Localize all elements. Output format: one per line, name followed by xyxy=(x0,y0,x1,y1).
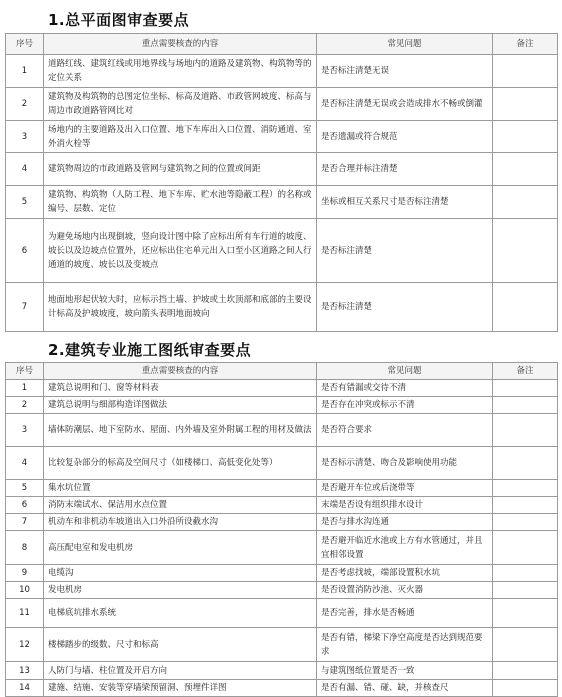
row-no: 4 xyxy=(6,447,44,480)
table-row xyxy=(6,397,558,414)
row-no: 2 xyxy=(6,397,44,414)
col-header-note: 备注 xyxy=(493,34,558,55)
row-content: 建筑总说明与细部构造详图做法 xyxy=(44,397,317,414)
row-issue: 是否设置消防沙池、灭火器 xyxy=(317,582,493,599)
row-content: 机动车和非机动车坡道出入口外沿所设截水沟 xyxy=(44,514,317,531)
section-1-title: 1.总平面图审查要点 xyxy=(48,11,190,29)
row-no: 4 xyxy=(6,153,44,186)
row-note xyxy=(493,186,558,219)
row-content: 楼梯踏步的级数、尺寸和标高 xyxy=(44,628,317,662)
row-content: 电梯底坑排水系统 xyxy=(44,599,317,628)
row-issue: 是否符合要求 xyxy=(317,414,493,447)
row-issue: 是否避开车位或后浇带等 xyxy=(317,480,493,497)
row-no: 3 xyxy=(6,121,44,153)
table-row xyxy=(6,662,558,680)
table-row xyxy=(6,88,558,121)
row-no: 6 xyxy=(6,497,44,514)
row-content: 道路红线、建筑红线或用地界线与场地内的道路及建筑物、构筑物等的定位关系 xyxy=(44,55,317,88)
row-no: 1 xyxy=(6,380,44,397)
row-note xyxy=(493,219,558,283)
col-header-no: 序号 xyxy=(6,363,44,380)
row-no: 7 xyxy=(6,283,44,332)
col-header-note: 备注 xyxy=(493,363,558,380)
row-issue: 是否合理并标注清楚 xyxy=(317,153,493,186)
table-row xyxy=(6,531,558,565)
row-issue: 是否避开临近水池或上方有水管通过，并且宜相邻设置 xyxy=(317,531,493,565)
row-note xyxy=(493,582,558,599)
table-row xyxy=(6,121,558,153)
row-content: 人防门与墙、柱位置及开启方向 xyxy=(44,662,317,680)
row-content: 电缆沟 xyxy=(44,565,317,582)
table-row xyxy=(6,599,558,628)
table-row xyxy=(6,582,558,599)
general-plan-review-table xyxy=(5,33,558,332)
table-row xyxy=(6,153,558,186)
row-issue: 是否有错漏或交待不清 xyxy=(317,380,493,397)
row-issue: 末端是否设有组织排水设计 xyxy=(317,497,493,514)
row-note xyxy=(493,121,558,153)
row-content: 建筑总说明和门、窗等材料表 xyxy=(44,380,317,397)
col-header-content: 重点需要核查的内容 xyxy=(44,34,317,55)
row-content: 建施、结施、安装等穿墙梁预留洞、预埋件详图 xyxy=(44,680,317,697)
col-header-content: 重点需要核查的内容 xyxy=(44,363,317,380)
row-issue: 是否完善，排水是否畅通 xyxy=(317,599,493,628)
row-no: 1 xyxy=(6,55,44,88)
table-row xyxy=(6,480,558,497)
table-row xyxy=(6,219,558,283)
row-content: 建筑物、构筑物（人防工程、地下车库、贮水池等隐蔽工程）的名称或编号、层数、定位 xyxy=(44,186,317,219)
row-issue: 是否有错，梯梁下净空高度是否达到规范要求 xyxy=(317,628,493,662)
row-no: 10 xyxy=(6,582,44,599)
row-no: 6 xyxy=(6,219,44,283)
row-issue: 是否有漏、错、碰、缺，并核查尺 xyxy=(317,680,493,697)
col-header-issue: 常见问题 xyxy=(317,34,493,55)
row-no: 14 xyxy=(6,680,44,697)
row-note xyxy=(493,447,558,480)
row-content: 建筑物及构筑物的总图定位坐标、标高及道路、市政管网坡度、标高与周边市政道路管网比对 xyxy=(44,88,317,121)
row-issue: 是否标注清楚 xyxy=(317,283,493,332)
col-header-issue: 常见问题 xyxy=(317,363,493,380)
row-content: 场地内的主要道路及出入口位置、地下车库出入口位置、消防通道、室外消火栓等 xyxy=(44,121,317,153)
row-note xyxy=(493,565,558,582)
row-content: 发电机房 xyxy=(44,582,317,599)
row-content: 为避免场地内出现倒坡，竖向设计图中除了应标出所有车行道的坡度、坡长以及边坡点位置外，还应标出住宅单元出入口至小区道路之间人行通道的坡度、坡长以及变坡点 xyxy=(44,219,317,283)
row-content: 消防末端试水、保洁用水点位置 xyxy=(44,497,317,514)
row-no: 13 xyxy=(6,662,44,680)
row-no: 12 xyxy=(6,628,44,662)
row-content: 集水坑位置 xyxy=(44,480,317,497)
row-content: 比较复杂部分的标高及空间尺寸（如楼梯口、高低变化处等） xyxy=(44,447,317,480)
row-no: 8 xyxy=(6,531,44,565)
row-note xyxy=(493,283,558,332)
row-note xyxy=(493,662,558,680)
row-issue: 是否存在冲突或标示不清 xyxy=(317,397,493,414)
table-row xyxy=(6,565,558,582)
table-row xyxy=(6,497,558,514)
row-no: 2 xyxy=(6,88,44,121)
row-note xyxy=(493,628,558,662)
row-no: 5 xyxy=(6,480,44,497)
row-note xyxy=(493,497,558,514)
row-no: 11 xyxy=(6,599,44,628)
row-issue: 是否标注清楚 xyxy=(317,219,493,283)
table-row xyxy=(6,186,558,219)
row-no: 9 xyxy=(6,565,44,582)
row-content: 建筑物周边的市政道路及管网与建筑物之间的位置或间距 xyxy=(44,153,317,186)
row-note xyxy=(493,153,558,186)
row-note xyxy=(493,599,558,628)
table-row xyxy=(6,514,558,531)
row-note xyxy=(493,380,558,397)
table-row xyxy=(6,283,558,332)
row-issue: 与建筑图纸位置是否一致 xyxy=(317,662,493,680)
row-note xyxy=(493,680,558,697)
row-issue: 是否标注清楚无误或会造成排水不畅或倒灌 xyxy=(317,88,493,121)
row-content: 高压配电室和发电机房 xyxy=(44,531,317,565)
row-content: 地面地形起伏较大时，应标示挡土墙、护坡或土坎顶部和底部的主要设计标高及护坡坡度，坡向箭头表明地面坡向 xyxy=(44,283,317,332)
row-issue: 是否标注清楚无误 xyxy=(317,55,493,88)
table-row xyxy=(6,380,558,397)
row-no: 3 xyxy=(6,414,44,447)
row-issue: 是否遗漏或符合规范 xyxy=(317,121,493,153)
table-row xyxy=(6,414,558,447)
section-2-title: 2.建筑专业施工图纸审查要点 xyxy=(48,341,252,359)
col-header-no: 序号 xyxy=(6,34,44,55)
row-note xyxy=(493,55,558,88)
table-row xyxy=(6,55,558,88)
table-row xyxy=(6,447,558,480)
row-note xyxy=(493,88,558,121)
table-row xyxy=(6,680,558,697)
architectural-drawings-review-table xyxy=(5,362,558,697)
table-row xyxy=(6,628,558,662)
row-note xyxy=(493,480,558,497)
row-no: 7 xyxy=(6,514,44,531)
row-issue: 坐标或相互关系尺寸是否标注清楚 xyxy=(317,186,493,219)
row-content: 墙体防潮层、地下室防水、屋面、内外墙及室外附属工程的用材及做法 xyxy=(44,414,317,447)
row-note xyxy=(493,414,558,447)
row-issue: 是否与排水沟连通 xyxy=(317,514,493,531)
row-note xyxy=(493,531,558,565)
row-no: 5 xyxy=(6,186,44,219)
row-issue: 是否标示清楚、吻合及影响使用功能 xyxy=(317,447,493,480)
row-issue: 是否考虑找坡，端部设置积水坑 xyxy=(317,565,493,582)
row-note xyxy=(493,397,558,414)
row-note xyxy=(493,514,558,531)
